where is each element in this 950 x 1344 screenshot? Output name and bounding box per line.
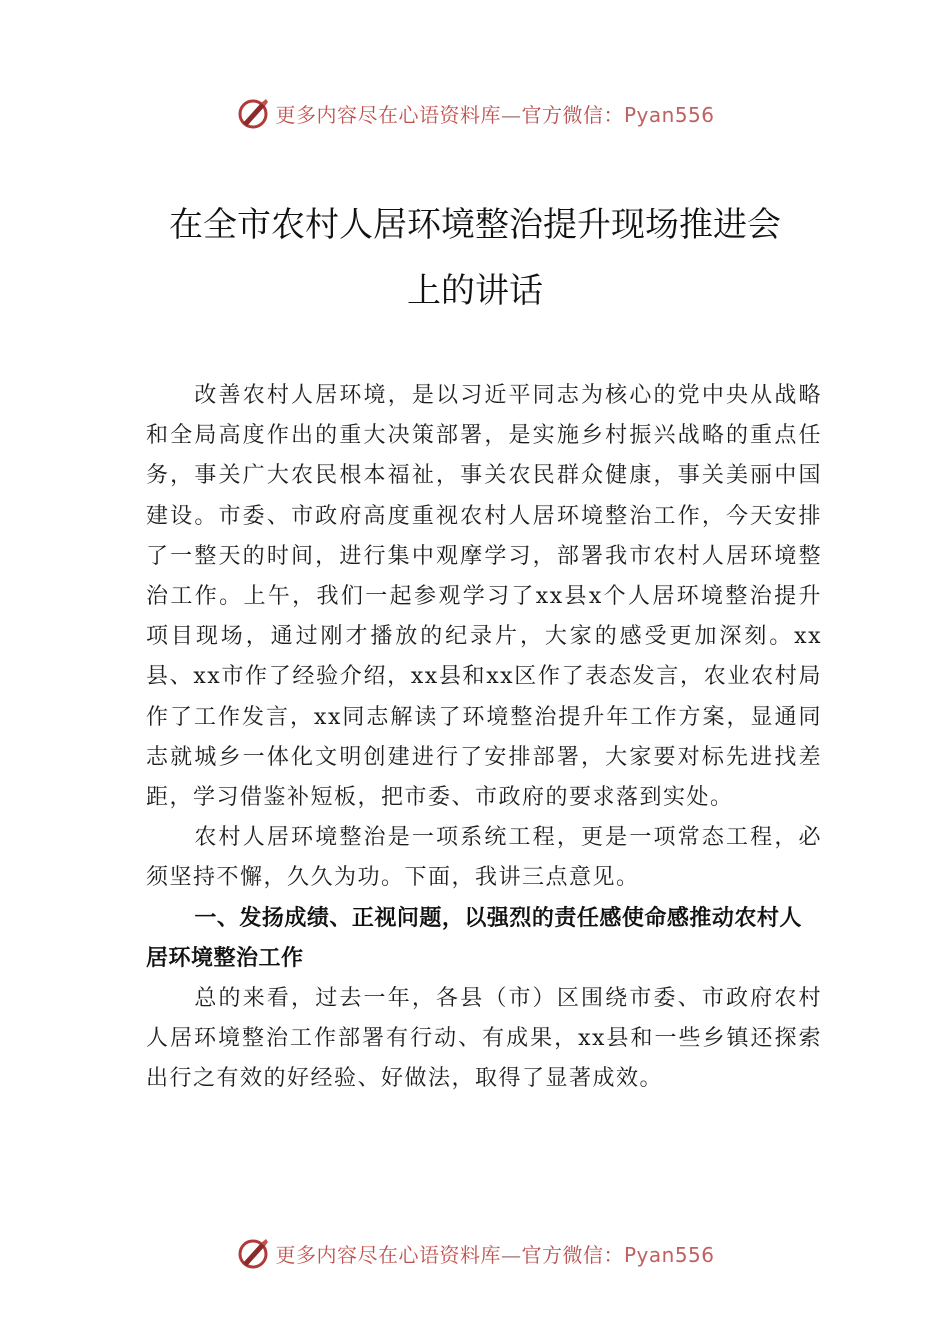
watermark-label: 官方微信：: [521, 1242, 624, 1267]
watermark-wechat-id: Pyan556: [623, 1242, 715, 1267]
body-paragraph-3: 总的来看，过去一年，各县（市）区围绕市委、市政府农村人居环境整治工作部署有行动、有成果，xx县和一些乡镇还探索出行之有效的好经验、好做法，取得了显著成效。: [146, 986, 822, 1092]
document-body: [146, 376, 822, 1100]
watermark-wechat-id: Pyan556: [623, 102, 715, 127]
watermark-text: [275, 1239, 714, 1268]
section-heading-1: 一、发扬成绩、正视问题，以强烈的责任感使命感推动农村人居环境整治工作: [146, 905, 802, 971]
body-paragraph-1: 改善农村人居环境，是以习近平同志为核心的党中央从战略和全局高度作出的重大决策部署，是实施乡村振兴战略的重点任务，事关广大农民根本福祉，事关农民群众健康，事关美丽中国建设。市委、市政府高度重视农村人居环境整治工作，今天安排了一整天的时间，进行集中观摩学习，部署我市农村人居环境整治工作。上午，我们一起参观学习了xx县x个人居环境整治提升项目现场，通过刚才播放的纪录片，大家的感受更加深刻。xx县、xx市作了经验介绍，xx县和xx区作了表态发言，农业农村局作了工作发言，xx同志解读了环境整治提升年工作方案，显通同志就城乡一体化文明创建进行了安排部署，大家要对标先进找差距，学习借鉴补短板，把市委、市政府的要求落到实处。: [146, 383, 822, 811]
footer-watermark: [0, 1233, 950, 1273]
body-paragraph-2: 农村人居环境整治是一项系统工程，更是一项常态工程，必须坚持不懈，久久为功。下面，我讲三点意见。: [146, 825, 822, 891]
title-line-2: 上的讲话: [407, 271, 543, 311]
watermark-brand: 更多内容尽在心语资料库: [275, 1242, 501, 1267]
watermark-dash: —: [500, 102, 522, 127]
watermark-dash: —: [500, 1242, 522, 1267]
pen-logo-icon: [235, 95, 271, 131]
pen-logo-icon: [235, 1235, 271, 1271]
watermark-text: [275, 99, 714, 128]
watermark-brand: 更多内容尽在心语资料库: [275, 102, 501, 127]
watermark-label: 官方微信：: [521, 102, 624, 127]
document-title: [130, 192, 820, 324]
title-line-1: 在全市农村人居环境整治提升现场推进会: [169, 205, 781, 245]
header-watermark: [0, 93, 950, 133]
